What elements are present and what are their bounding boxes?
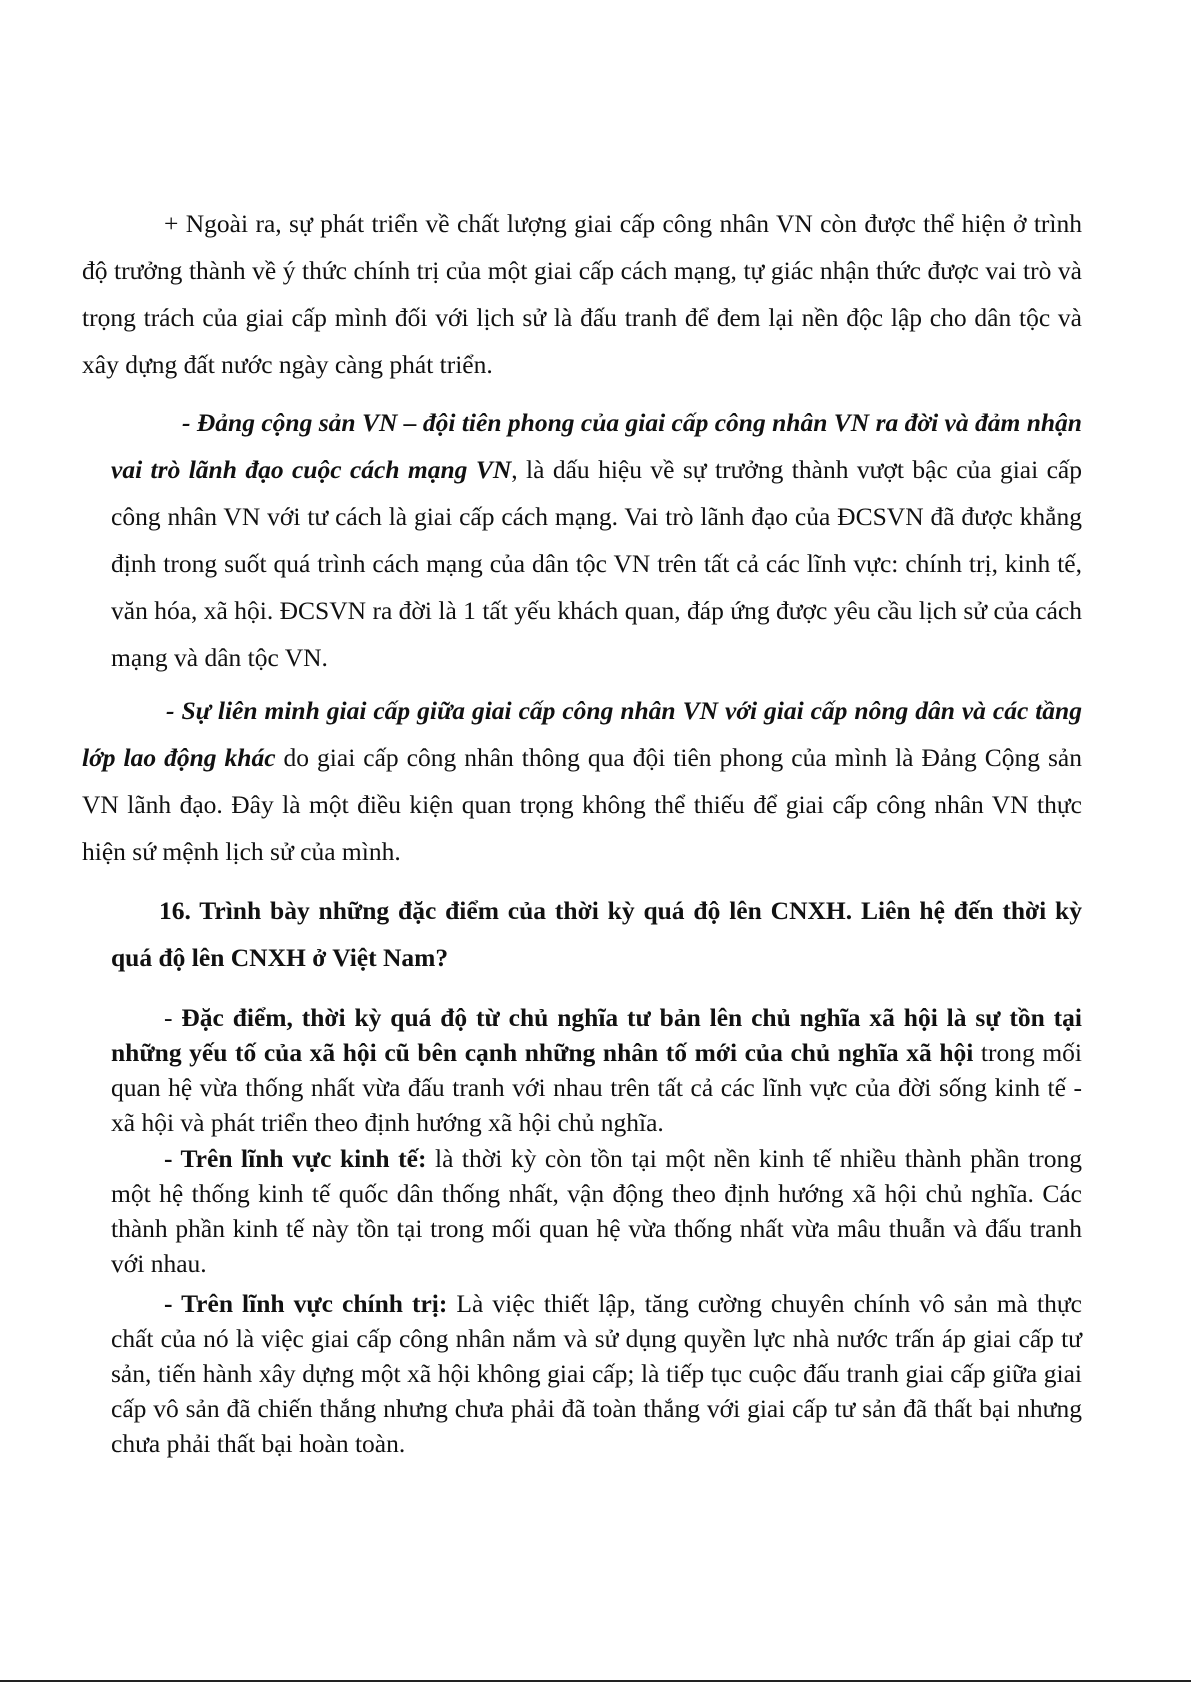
paragraph-economic-field — [111, 1141, 1082, 1281]
paragraph-text: trong mối quan hệ vừa thống nhất vừa đấu tranh với nhau trên tất cả các lĩnh vực của đời sống kinh tế - xã hội và phát triển theo định hướng xã hội chủ nghĩa. — [111, 1038, 1083, 1137]
paragraph-text: Là việc thiết lập, tăng cường chuyên chính vô sản mà thực chất của nó là việc giai cấp công nhân nắm và sử dụng quyền lực nhà nước trấn áp giai cấp tư sản, tiến hành xây dựng một xã hội không giai cấp; là tiếp tục cuộc đấu tranh giai cấp giữa giai cấp vô sản đã chiến thắng nhưng chưa phải đã toàn thắng với giai cấp tư sản đã thất bại nhưng chưa phải thất bại hoàn toàn. — [111, 1289, 1082, 1458]
paragraph-communist-party — [111, 399, 1082, 681]
paragraph-transition-features — [111, 1000, 1082, 1140]
dash: - — [164, 1003, 182, 1032]
paragraph-working-class-quality — [82, 200, 1082, 388]
paragraph-text: + Ngoài ra, sự phát triển về chất lượng giai cấp công nhân VN còn được thể hiện ở trình độ trưởng thành về ý thức chính trị của một giai cấp cách mạng, tự giác nhận thức được vai trò và trọng trách của giai cấp mình đối với lịch sử là đấu tranh để đem lại nền độc lập cho dân tộc và xây dựng đất nước ngày càng phát triển. — [82, 209, 1082, 379]
paragraph-text: do giai cấp công nhân thông qua đội tiên phong của mình là Đảng Cộng sản VN lãnh đạo. Đây là một điều kiện quan trọng không thể thiếu để giai cấp công nhân VN thực hiện sứ mệnh lịch sử của mình. — [82, 743, 1082, 866]
emphasis-text: - Sự liên minh giai cấp giữa giai cấp công nhân VN với giai cấp nông dân và các tầng lớp lao động khác — [82, 696, 1082, 772]
emphasis-text: - Đảng cộng sản VN – đội tiên phong của giai cấp công nhân VN ra đời và đảm nhận vai trò lãnh đạo cuộc cách mạng VN — [111, 408, 1082, 484]
emphasis-text: Đặc điểm, thời kỳ quá độ từ chủ nghĩa tư bản lên chủ nghĩa xã hội là sự tồn tại những yếu tố của xã hội cũ bên cạnh những nhân tố mới của chủ nghĩa xã hội — [111, 1003, 1082, 1067]
emphasis-text: - Trên lĩnh vực chính trị: — [164, 1289, 448, 1318]
heading-text: 16. Trình bày những đặc điểm của thời kỳ quá độ lên CNXH. Liên hệ đến thời kỳ quá độ lên CNXH ở Việt Nam? — [111, 896, 1082, 972]
emphasis-text: - Trên lĩnh vực kinh tế: — [164, 1144, 427, 1173]
paragraph-text: là thời kỳ còn tồn tại một nền kinh tế nhiều thành phần trong một hệ thống kinh tế quốc dân thống nhất, vận động theo định hướng xã hội chủ nghĩa. Các thành phần kinh tế này tồn tại trong mối quan hệ vừa thống nhất vừa mâu thuẫn và đấu tranh với nhau. — [111, 1144, 1082, 1278]
paragraph-class-alliance — [82, 687, 1082, 875]
page-bottom-rule — [0, 1680, 1191, 1682]
paragraph-political-field — [111, 1286, 1082, 1461]
question-16-heading — [111, 887, 1082, 981]
paragraph-text: , là dấu hiệu về sự trưởng thành vượt bậc của giai cấp công nhân VN với tư cách là giai cấp cách mạng. Vai trò lãnh đạo của ĐCSVN đã được khẳng định trong suốt quá trình cách mạng của dân tộc VN trên tất cả các lĩnh vực: chính trị, kinh tế, văn hóa, xã hội. ĐCSVN ra đời là 1 tất yếu khách quan, đáp ứng được yêu cầu lịch sử của cách mạng và dân tộc VN. — [111, 455, 1082, 672]
